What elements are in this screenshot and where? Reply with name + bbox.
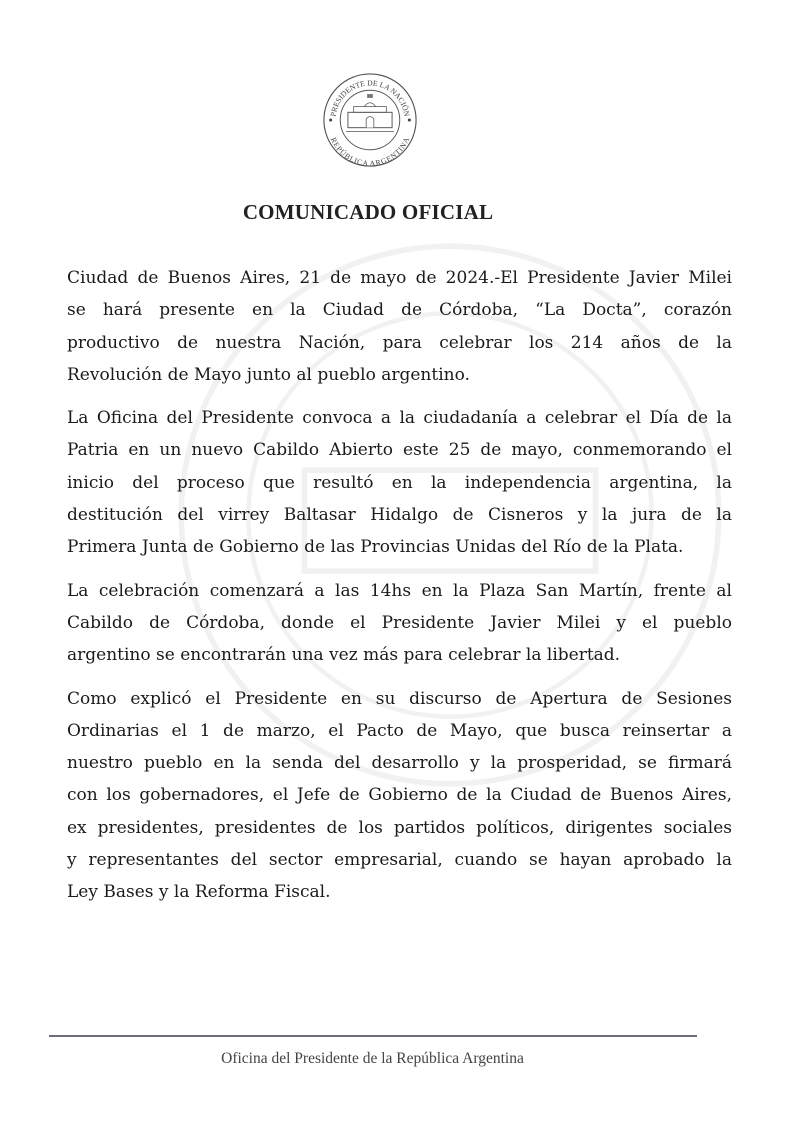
paragraph-line: Revolución de Mayo junto al pueblo argentino. (67, 364, 470, 385)
footer-text: Oficina del Presidente de la República Argentina (221, 1050, 524, 1067)
paragraph-line: Ley Bases y la Reforma Fiscal. (67, 882, 331, 903)
paragraph-line: La Oficina del Presidente convoca a la ciudadanía a celebrar el Día de la (67, 408, 732, 429)
paragraph-line: Cabildo de Córdoba, donde el Presidente Javier Milei y el pueblo (67, 612, 732, 633)
paragraph (67, 402, 732, 563)
paragraph-line: nuestro pueblo en la senda del desarrollo y la prosperidad, se firmará (67, 753, 732, 774)
paragraph-line: se hará presente en la Ciudad de Córdoba, “La Docta”, corazón (67, 300, 732, 321)
svg-text:PRESIDENTE DE LA NACIÓN: PRESIDENTE DE LA NACIÓN (328, 78, 412, 118)
svg-text:REPÚBLICA ARGENTINA: REPÚBLICA ARGENTINA (328, 135, 412, 168)
paragraph-line: ex presidentes, presidentes de los partidos políticos, dirigentes sociales (67, 817, 732, 838)
paragraph-line: destitución del virrey Baltasar Hidalgo de Cisneros y la jura de la (67, 505, 732, 526)
paragraph-line: argentino se encontrarán una vez más para celebrar la libertad. (67, 645, 621, 666)
page-title: COMUNICADO OFICIAL (242, 200, 494, 224)
footer-divider (49, 1035, 697, 1037)
paragraph-line: Como explicó el Presidente en su discurso de Apertura de Sesiones (67, 688, 732, 709)
paragraph-line: Patria en un nuevo Cabildo Abierto este 25 de mayo, conmemorando el (67, 440, 732, 461)
paragraph-line: productivo de nuestra Nación, para celebrar los 214 años de la (67, 332, 732, 353)
paragraph (67, 683, 732, 909)
paragraph-line: Ordinarias el 1 de marzo, el Pacto de Mayo, que busca reinsertar a (67, 720, 732, 741)
paragraph (67, 262, 732, 391)
paragraph-line: inicio del proceso que resultó en la independencia argentina, la (67, 472, 732, 493)
document-body (67, 262, 732, 920)
paragraph-line: La celebración comenzará a las 14hs en la Plaza San Martín, frente al (67, 580, 732, 601)
presidential-seal-logo (322, 72, 418, 168)
paragraph (67, 575, 732, 672)
paragraph-line: Primera Junta de Gobierno de las Provincias Unidas del Río de la Plata. (67, 537, 684, 558)
paragraph-line: y representantes del sector empresarial, cuando se hayan aprobado la (67, 850, 732, 871)
paragraph-line: con los gobernadores, el Jefe de Gobierno de la Ciudad de Buenos Aires, (67, 785, 732, 806)
paragraph-line: Ciudad de Buenos Aires, 21 de mayo de 2024.-El Presidente Javier Milei (67, 268, 732, 288)
